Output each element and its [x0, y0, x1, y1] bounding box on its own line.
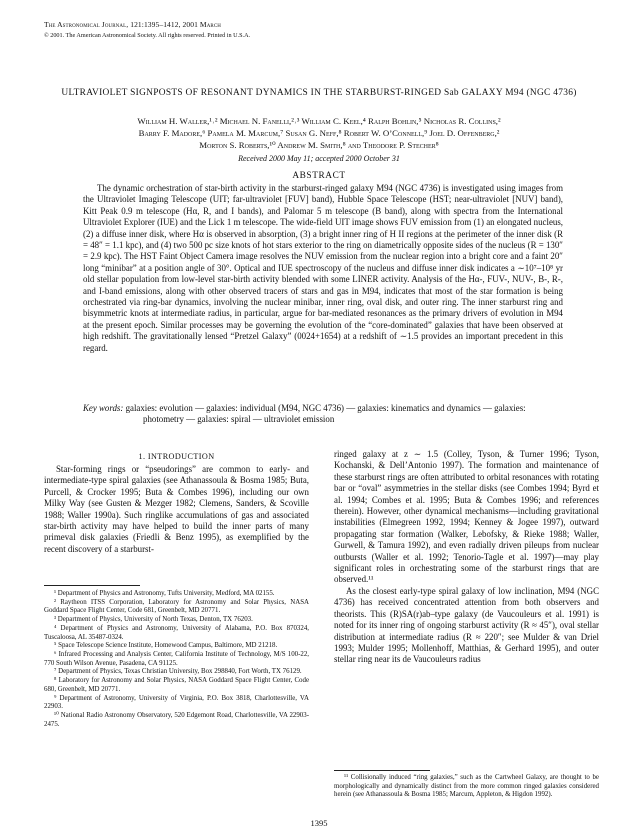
abstract-text: The dynamic orchestration of star-birth activity in the starburst-ringed galaxy M94 (NGC 4736) is investigated using images from the Ultraviolet Imaging Telescope (UIT; far-ultraviolet [FUV] band), Hubble Space Telescope (HST; near-ultraviolet [NUV] band), Kitt Peak 0.9 m telescope (Hα, R, and I bands), and Palomar 5 m telescope (B band), along with spectra from the International Ultraviolet Explorer (IUE) and the Lick 1 m telescope. The wide-field UIT image shows FUV emission from (1) an elongated nucleus, (2) a diffuse inner disk, where Hα is observed in absorption, (3) a bright inner ring of H II regions at the perimeter of the inner disk (R = 48″ = 1.1 kpc), and (4) two 500 pc size knots of hot stars exterior to the ring on diametrically opposite sides of the nucleus (R = 130″ = 2.9 kpc). The HST Faint Object Camera image resolves the NUV emission from the nuclear region into a bright core and a faint 20″ long “minibar” at a position angle of 30°. Optical and IUE spectroscopy of the nucleus and diffuse inner disk indicates a ∼10⁷–10⁸ yr old stellar population from low-level star-birth activity blended with some LINER activity. Analysis of the Hα-, FUV-, NUV-, B-, R-, and I-band emissions, along with other observed tracers of stars and gas in M94, indicates that most of the star formation is being orchestrated via ring-bar dynamics, involving the nuclear minibar, inner ring, oval disk, and outer ring. The inner starburst ring and bisymmetric knots at intermediate radius, in particular, argue for bar-mediated resonances as the primary drivers of evolution in M94 at the present epoch. Similar processes may be governing the evolution of the “core-dominated” galaxies that have been observed at high redshift. The gravitationally lensed “Pretzel Galaxy” (0024+1654) at a redshift of ∼1.5 provides an important precedent in this regard.	[83, 183, 563, 353]
copyright-notice: © 2001. The American Astronomical Society. All rights reserved. Printed in U.S.A.	[44, 32, 251, 39]
footnote: ² Raytheon ITSS Corporation, Laboratory for Astronomy and Solar Physics, NASA Goddard Space Flight Center, Code 681, Greenbelt, MD 20771.	[44, 598, 309, 615]
footnote: ⁷ Department of Physics, Texas Christian University, Box 298840, Fort Worth, TX 76129.	[54, 668, 302, 676]
author-line: William H. Waller,¹˒² Michael N. Fanelli,²˒³ William C. Keel,⁴ Ralph Bohlin,⁵ Nicholas R. Collins,²	[137, 116, 501, 126]
footnote: ³ Department of Physics, University of North Texas, Denton, TX 76203.	[54, 616, 253, 624]
author-line: Barry F. Madore,⁶ Pamela M. Marcum,⁷ Susan G. Neff,⁸ Robert W. O’Connell,⁹ Joel D. Offenberg,²	[138, 128, 500, 138]
author-list	[44, 115, 594, 151]
footnote: ⁵ Space Telescope Science Institute, Homewood Campus, Baltimore, MD 21218.	[54, 642, 278, 650]
footnote-rule	[44, 585, 140, 586]
abstract-heading: ABSTRACT	[292, 171, 346, 181]
journal-citation: The Astronomical Journal, 121:1395–1412, 2001 March	[44, 20, 221, 29]
footnotes-left	[44, 590, 309, 729]
footnote-rule	[334, 770, 430, 771]
paragraph: As the closest early-type spiral galaxy of low inclination, M94 (NGC 4736) has received concentrated attention from both observers and theorists. This (R)SA(r)ab–type galaxy (de Vaucouleurs et al. 1991) is noted for its inner ring of ongoing starburst activity (R ≈ 45″), oval stellar distribution at intermediate radius (R ≈ 220″; see Mulder & van Driel 1993; Mulder 1995; Mollenhoff, Matthias, & Gerhard 1995), and outer stellar ring near its de Vaucouleurs radius	[334, 585, 599, 665]
page-number: 1395	[310, 818, 328, 828]
footnote: ¹ Department of Physics and Astronomy, Tufts University, Medford, MA 02155.	[54, 590, 275, 597]
section-heading: 1. INTRODUCTION	[138, 452, 215, 461]
paragraph: ringed galaxy at z ∼ 1.5 (Colley, Tyson, & Turner 1996; Tyson, Kochanski, & Dell’Antonio 1997). The formation and maintenance of these starburst rings are often attributed to orbital resonances with rotating bar or “oval” asymmetries in the stellar disks (see Combes 1994; Byrd et al. 1994; Combes et al. 1995; Buta & Combes 1996; and references therein). However, other dynamical mechanisms—including gravitational instabilities (Elmegreen 1992, 1994; Kenney & Jogee 1997), outward propagating star formation (Walker, Lebofsky, & Rieke 1988; Waller, Gurwell, & Tamura 1992), and even radially driven pileups from nuclear outbursts (Waller et al. 1992; Tenorio-Tagle et al. 1997)—may play significant roles in orchestrating some of the starburst rings that are observed.¹¹	[334, 449, 599, 585]
footnotes-right	[334, 774, 599, 800]
footnote: ¹¹ Collisionally induced “ring galaxies,” such as the Cartwheel Galaxy, are thought to be morphologically and dynamically distinct from the more common ringed galaxies considered herein (see Athanassoula & Bosma 1985; Marcum, Appleton, & Higdon 1992).	[334, 774, 599, 799]
right-column	[334, 449, 599, 666]
footnote: ⁸ Laboratory for Astronomy and Solar Physics, NASA Goddard Space Flight Center, Code 680, Greenbelt, MD 20771.	[44, 677, 309, 693]
footnote: ⁴ Department of Physics and Astronomy, University of Alabama, P.O. Box 870324, Tuscaloosa, AL 35487-0324.	[44, 624, 309, 641]
keywords-text: galaxies: evolution — galaxies: individual (M94, NGC 4736) — galaxies: kinematics and dynamics — galaxies: photometry — galaxies: spiral — ultraviolet emission	[125, 403, 526, 425]
footnote: ⁹ Department of Astronomy, University of Virginia, P.O. Box 3818, Charlottesville, VA 22903.	[44, 694, 309, 711]
received-dates: Received 2000 May 11; accepted 2000 October 31	[238, 154, 400, 163]
left-column	[44, 464, 309, 555]
footnote: ¹⁰ National Radio Astronomy Observatory, 520 Edgemont Road, Charlottesville, VA 22903-2475.	[44, 712, 309, 728]
keywords	[83, 403, 563, 426]
paper-title: ULTRAVIOLET SIGNPOSTS OF RESONANT DYNAMICS IN THE STARBURST-RINGED Sab GALAXY M94 (NGC 4736)	[61, 88, 577, 98]
author-line: Morton S. Roberts,¹⁰ Andrew M. Smith,⁸ and Theodore P. Stecher⁸	[199, 140, 439, 150]
keywords-label: Key words:	[83, 403, 124, 413]
paragraph: Star-forming rings or “pseudorings” are common to early- and intermediate-type spiral galaxies (see Athanassoula & Bosma 1985; Buta, Purcell, & Crocker 1995; Buta & Combes 1996), including our own Milky Way (see Gusten & Mezger 1982; Clemens, Sanders, & Scoville 1988; Waller 1990a). Such ringlike accumulations of gas and associated star-birth activity may have helped to build the inner parts of many primeval disk galaxies (Friedli & Benz 1995), as exemplified by the recent discovery of a starburst-	[44, 464, 309, 554]
footnote: ⁶ Infrared Processing and Analysis Center, California Institute of Technology, M/S 100-22, 770 South Wilson Avenue, Pasadena, CA 91125.	[44, 651, 309, 667]
